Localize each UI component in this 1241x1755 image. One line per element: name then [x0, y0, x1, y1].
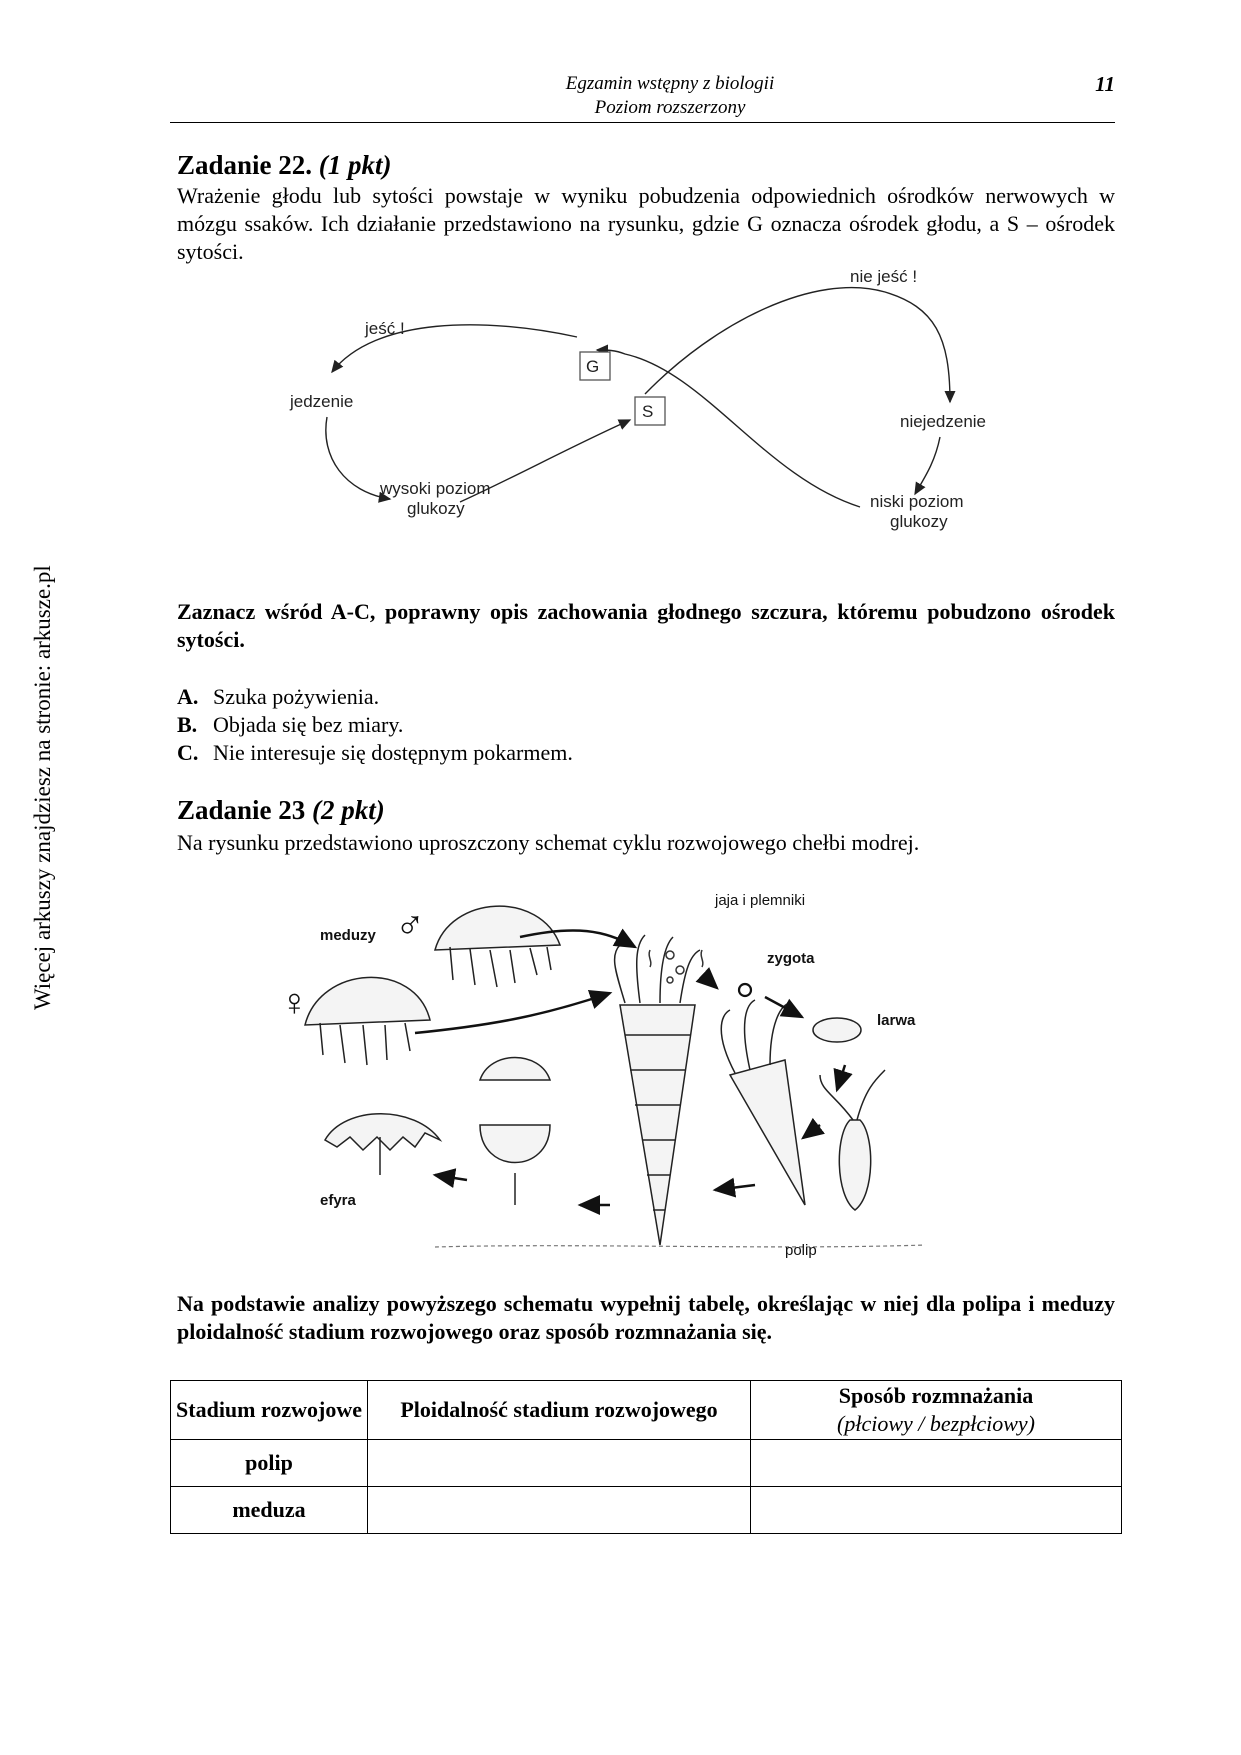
task23-points: (2 pkt): [312, 795, 385, 825]
male-symbol: ♂: [395, 902, 425, 946]
answer-cell-meduza-reproduction[interactable]: [751, 1487, 1122, 1534]
task23-title: Zadanie 23: [177, 795, 306, 825]
task22-title: Zadanie 22.: [177, 150, 313, 180]
larva-drawing: [813, 1018, 861, 1042]
arrow-female-to-gametes: [415, 993, 610, 1033]
label-larva: larwa: [877, 1012, 916, 1029]
header-level: Poziom rozszerzony: [594, 97, 746, 118]
task22-option-b[interactable]: [177, 711, 403, 739]
arrow-zygote-to-larva: [765, 997, 802, 1017]
side-watermark: Więcej arkuszy znajdziesz na stronie: arkusze.pl: [30, 565, 55, 1010]
label-medusae: meduzy: [320, 927, 376, 944]
page-number: 11: [1095, 72, 1115, 96]
option-letter: A.: [177, 684, 199, 709]
zygote-drawing: [739, 984, 751, 996]
arrow-not-eating-to-low-glucose: [915, 437, 940, 494]
label-g: G: [586, 357, 600, 376]
row-stage-polip: polip: [171, 1440, 368, 1487]
arrow-polyp-to-tentacled: [803, 1125, 820, 1138]
label-zygote: zygota: [767, 950, 815, 967]
answer-cell-polip-ploidy[interactable]: [368, 1440, 751, 1487]
male-medusa-drawing: [435, 906, 560, 987]
task22-heading: [177, 150, 392, 181]
answer-table: [170, 1380, 1122, 1534]
arrow-s-to-not-eating: [645, 288, 950, 402]
header-reproduction-hint: (płciowy / bezpłciowy): [837, 1411, 1035, 1436]
header-reproduction: [751, 1381, 1122, 1440]
task22-points: (1 pkt): [318, 150, 392, 180]
option-letter: C.: [177, 740, 199, 765]
female-medusa-drawing: [305, 977, 430, 1065]
task22-intro: Wrażenie głodu lub sytości powstaje w wyniku pobudzenia odpowiednich ośrodków nerwowych w mózgu ssaków. Ich działanie przedstawiono na rysunku, gdzie G oznacza ośrodek głodu, a S – ośrodek sytości.: [177, 183, 1115, 264]
header-ploidy: Ploidalność stadium rozwojowego: [368, 1381, 751, 1440]
page-header: [170, 72, 1170, 120]
header-divider: [170, 122, 1115, 123]
ephyra-drawing: [325, 1114, 440, 1175]
label-high-glucose-1: wysoki poziom: [380, 479, 491, 498]
task23-intro: Na rysunku przedstawiono uproszczony schemat cyklu rozwojowego chełbi modrej.: [177, 830, 920, 855]
label-gametes: jaja i plemniki: [715, 892, 806, 909]
task22-question: Zaznacz wśród A-C, poprawny opis zachowania głodnego szczura, któremu pobudzono ośrodek sytości.: [177, 599, 1115, 652]
label-dont-eat: nie jeść !: [850, 267, 918, 286]
label-s: S: [642, 402, 654, 421]
task22-option-a[interactable]: [177, 683, 379, 711]
label-not-eating: niejedzenie: [900, 412, 987, 431]
task23-heading: [177, 795, 385, 826]
table-header-row: [171, 1381, 1122, 1440]
arrow-gametes-to-zygote: [703, 975, 717, 988]
header-stage: Stadium rozwojowe: [171, 1381, 368, 1440]
label-high-glucose-2: glukozy: [407, 499, 465, 518]
strobila-drawing: [615, 935, 700, 1245]
arrow-larva-to-polyp: [837, 1065, 845, 1090]
table-row: [171, 1487, 1122, 1534]
label-ephyra: efyra: [320, 1192, 356, 1209]
task22-option-c[interactable]: [177, 739, 573, 767]
option-text: Objada się bez miary.: [213, 712, 404, 737]
hunger-satiety-diagram: [285, 262, 1005, 542]
task23-question: Na podstawie analizy powyższego schematu wypełnij tabelę, określając w niej dla polipa i meduzy ploidalność stadium rozwojowego oraz sposób rozmnażania się.: [177, 1291, 1115, 1344]
option-text: Szuka pożywienia.: [213, 684, 380, 709]
jellyfish-life-cycle-diagram: [275, 875, 1035, 1270]
header-reproduction-title: Sposób rozmnażania: [838, 1383, 1034, 1408]
row-stage-meduza: meduza: [171, 1487, 368, 1534]
label-polyp: polip: [785, 1242, 817, 1259]
option-text: Nie interesuje się dostępnym pokarmem.: [213, 740, 573, 765]
option-letter: B.: [177, 712, 198, 737]
answer-cell-meduza-ploidy[interactable]: [368, 1487, 751, 1534]
label-low-glucose-2: glukozy: [890, 512, 948, 531]
arrow-ephyra-to-medusa: [435, 1175, 467, 1180]
label-eat: jeść !: [365, 319, 405, 338]
arrow-low-glucose-to-g: [597, 350, 860, 507]
table-row: [171, 1440, 1122, 1487]
label-eating: jedzenie: [290, 392, 354, 411]
arrow-tentacled-to-strobila: [715, 1185, 755, 1190]
seabed-line: [435, 1245, 925, 1247]
budding-ephyra-drawing: [480, 1058, 550, 1206]
female-symbol: ♀: [280, 982, 309, 1024]
answer-cell-polip-reproduction[interactable]: [751, 1440, 1122, 1487]
label-low-glucose-1: niski poziom: [870, 492, 964, 511]
header-title: Egzamin wstępny z biologii: [565, 73, 775, 94]
